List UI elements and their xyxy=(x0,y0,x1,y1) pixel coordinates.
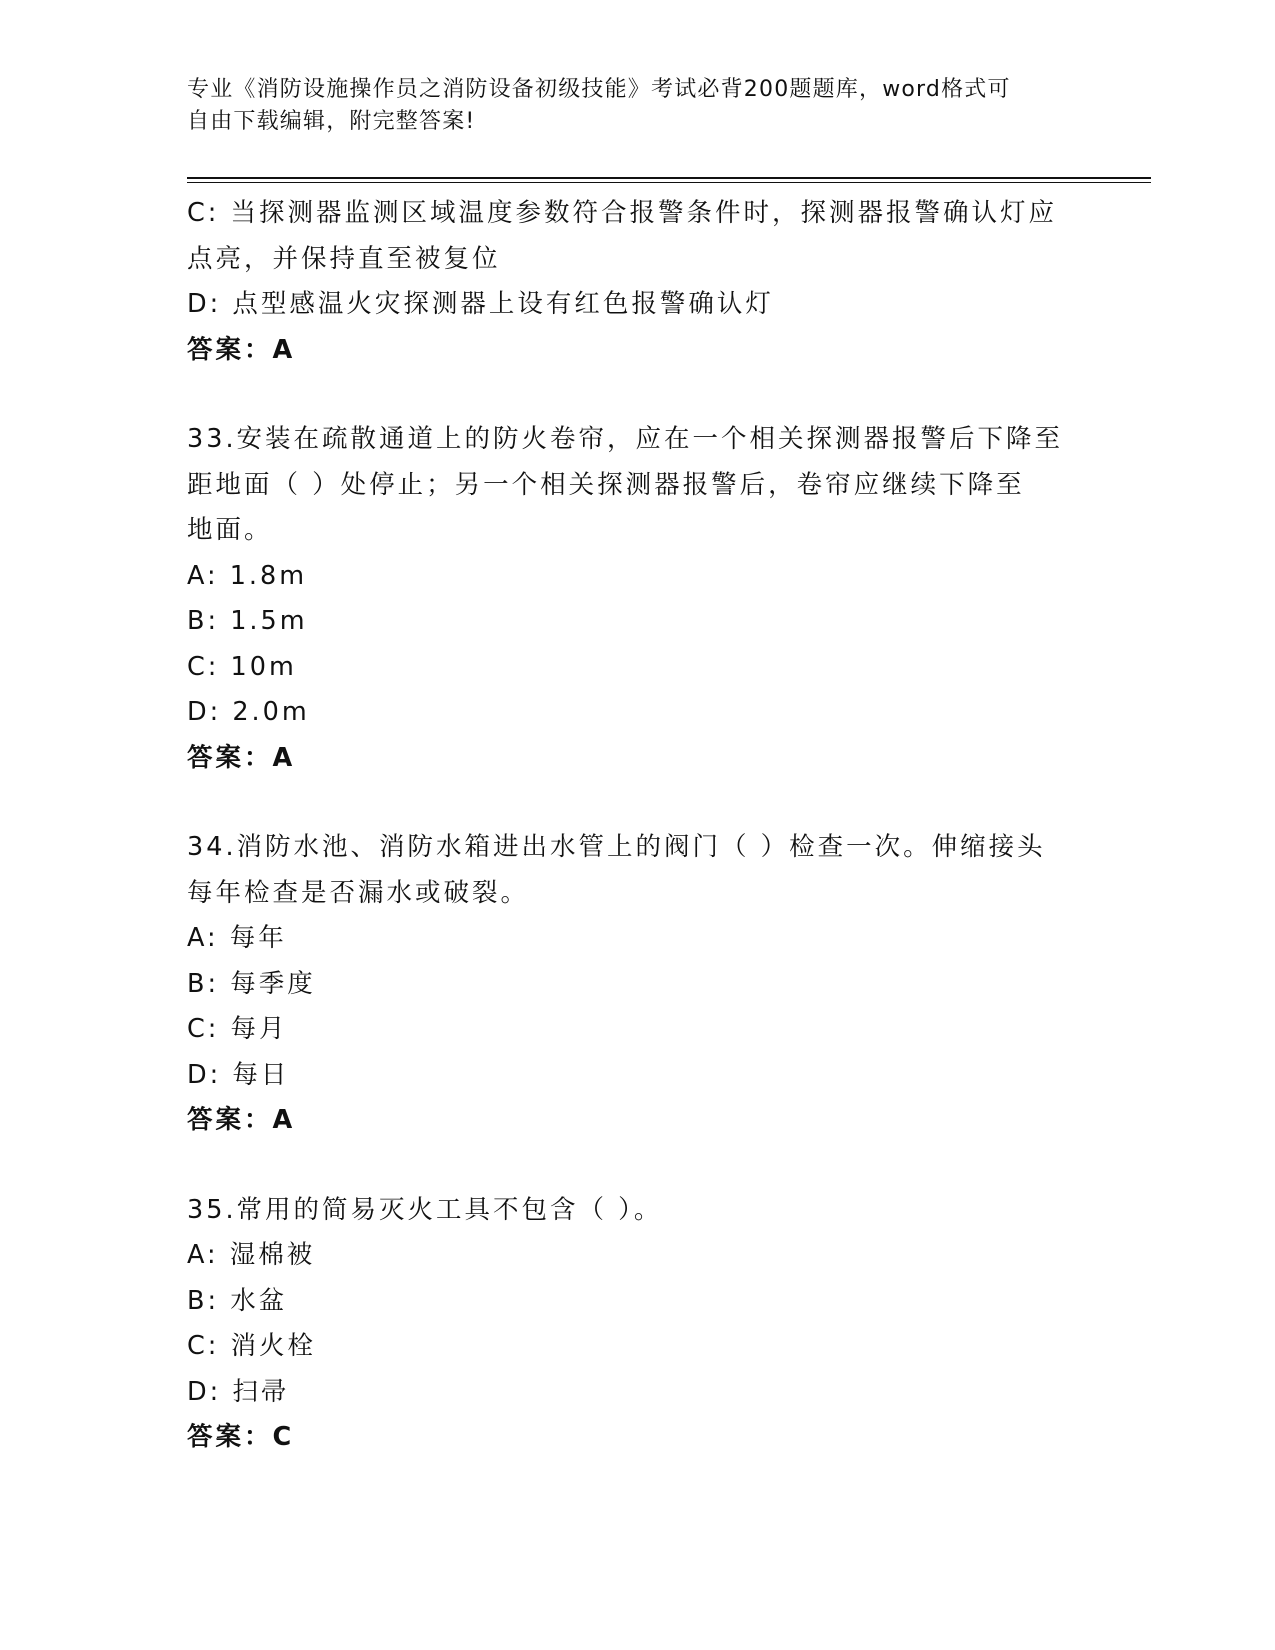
question-33 xyxy=(187,417,1087,781)
answer: 答案：C xyxy=(187,1422,295,1452)
question-stem-line-1: 35.常用的简易灭火工具不包含（ ）。 xyxy=(187,1194,663,1225)
option-d: D: 2.0m xyxy=(187,697,310,727)
answer: 答案：A xyxy=(187,742,296,773)
option-b: B: 1.5m xyxy=(187,606,308,636)
option-d: D: 扫帚 xyxy=(187,1376,290,1407)
option-c-line-1: C: 当探测器监测区域温度参数符合报警条件时，探测器报警确认灯应 xyxy=(187,198,1058,228)
option-d: D: 点型感温火灾探测器上设有红色报警确认灯 xyxy=(187,289,774,319)
question-35 xyxy=(187,1188,1087,1461)
question-stem-line-2: 距地面（ ）处停止；另一个相关探测器报警后，卷帘应继续下降至 xyxy=(187,469,1025,500)
question-content xyxy=(187,191,1087,1461)
option-c: C: 消火栓 xyxy=(187,1331,317,1361)
question-stem-line-1: 34.消防水池、消防水箱进出水管上的阀门（ ）检查一次。伸缩接头 xyxy=(187,832,1046,862)
option-a: A: 每年 xyxy=(187,923,287,953)
question-stem-line-1: 33.安装在疏散通道上的防火卷帘，应在一个相关探测器报警后下降至 xyxy=(187,424,1064,454)
option-c: C: 每月 xyxy=(187,1014,288,1044)
header-divider xyxy=(187,177,1151,183)
option-c: C: 10m xyxy=(187,651,297,682)
header-line-2: 自由下载编辑，附完整答案! xyxy=(187,109,476,134)
answer: 答案：A xyxy=(187,334,296,365)
question-stem-line-2: 每年检查是否漏水或破裂。 xyxy=(187,877,530,908)
option-b: B: 每季度 xyxy=(187,968,316,999)
question-34 xyxy=(187,825,1087,1144)
header-line-1: 专业《消防设施操作员之消防设备初级技能》考试必背200题题库，word格式可 xyxy=(187,77,1011,102)
question-stem-line-3: 地面。 xyxy=(187,515,273,545)
option-a: A: 1.8m xyxy=(187,560,308,591)
option-c-line-2: 点亮，并保持直至被复位 xyxy=(187,243,501,274)
question-32-continued xyxy=(187,191,1087,373)
option-b: B: 水盆 xyxy=(187,1285,288,1316)
option-a: A: 湿棉被 xyxy=(187,1240,316,1270)
document-header xyxy=(187,74,1067,138)
answer: 答案：A xyxy=(187,1105,296,1135)
option-d: D: 每日 xyxy=(187,1059,290,1090)
